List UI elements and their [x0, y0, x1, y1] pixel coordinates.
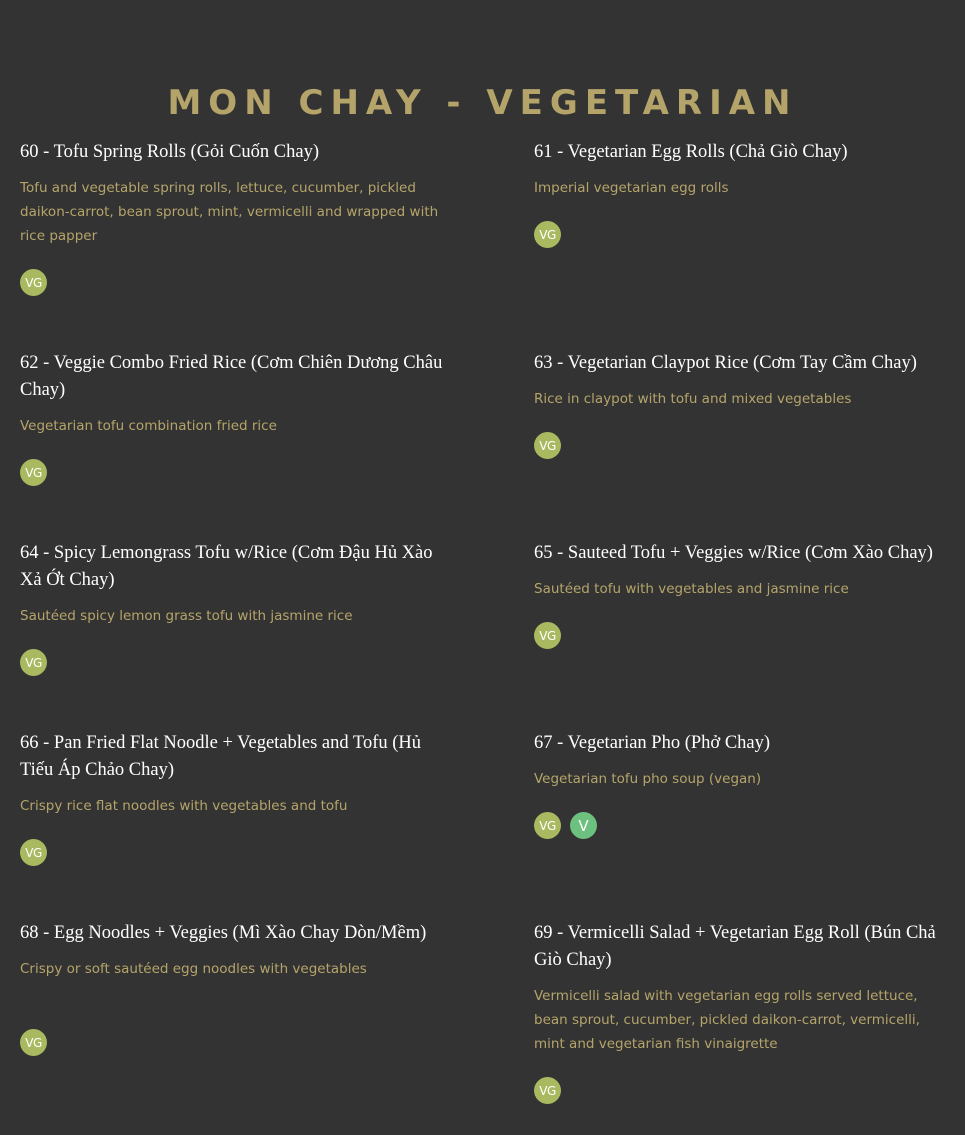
dietary-badges	[534, 221, 561, 248]
menu-item-description: Sautéed spicy lemon grass tofu with jasmine rice	[20, 608, 353, 624]
dietary-badges	[20, 1029, 47, 1056]
section-title: MON CHAY - VEGETARIAN	[167, 83, 798, 123]
menu-item	[534, 540, 965, 601]
vegetarian-badge-icon: VG	[20, 269, 47, 296]
menu-item-description: Imperial vegetarian egg rolls	[534, 180, 729, 196]
menu-item	[20, 350, 450, 438]
menu-item	[20, 540, 450, 628]
menu-item-description: Crispy rice flat noodles with vegetables and tofu	[20, 798, 348, 814]
menu-item	[534, 139, 964, 200]
menu-item	[534, 920, 965, 1056]
dietary-badges	[534, 622, 561, 649]
menu-item-description: Vermicelli salad with vegetarian egg rolls served lettuce, bean sprout, cucumber, pickled daikon-carrot, vermicelli, mint and vegetarian fish vinaigrette	[534, 988, 920, 1052]
dietary-badges	[534, 812, 597, 839]
vegetarian-badge-icon: VG	[20, 459, 47, 486]
vegetarian-badge-icon: VG	[534, 221, 561, 248]
menu-item-description: Sautéed tofu with vegetables and jasmine rice	[534, 581, 849, 597]
vegetarian-badge-icon: VG	[534, 812, 561, 839]
menu-item	[20, 920, 450, 981]
menu-item-description: Vegetarian tofu combination fried rice	[20, 418, 277, 434]
menu-item-description: Crispy or soft sautéed egg noodles with vegetables	[20, 961, 367, 977]
menu-item-name: 61 - Vegetarian Egg Rolls (Chả Giò Chay)	[534, 142, 848, 162]
menu-item	[534, 730, 964, 791]
menu-item-description: Vegetarian tofu pho soup (vegan)	[534, 771, 762, 787]
vegetarian-badge-icon: VG	[534, 622, 561, 649]
menu-item-name: 64 - Spicy Lemongrass Tofu w/Rice (Cơm Đậu Hủ Xào Xả Ớt Chay)	[20, 543, 433, 590]
menu-item-name: 66 - Pan Fried Flat Noodle + Vegetables and Tofu (Hủ Tiếu Áp Chảo Chay)	[20, 733, 422, 780]
vegetarian-badge-icon: VG	[534, 432, 561, 459]
dietary-badges	[534, 1077, 561, 1104]
dietary-badges	[20, 839, 47, 866]
vegetarian-badge-icon: VG	[20, 649, 47, 676]
menu-item-name: 69 - Vermicelli Salad + Vegetarian Egg Roll (Bún Chả Giò Chay)	[534, 923, 936, 970]
dietary-badges	[20, 269, 47, 296]
dietary-badges	[534, 432, 561, 459]
dietary-badges	[20, 649, 47, 676]
menu-item	[20, 139, 450, 248]
vegetarian-badge-icon: VG	[534, 1077, 561, 1104]
menu-item-name: 65 - Sauteed Tofu + Veggies w/Rice (Cơm Xào Chay)	[534, 543, 933, 563]
menu-item-name: 60 - Tofu Spring Rolls (Gỏi Cuốn Chay)	[20, 142, 319, 162]
menu-item-name: 63 - Vegetarian Claypot Rice (Cơm Tay Cầm Chay)	[534, 353, 917, 373]
menu-item	[20, 730, 450, 818]
menu-item-name: 62 - Veggie Combo Fried Rice (Cơm Chiên Dương Châu Chay)	[20, 353, 443, 400]
menu-item	[534, 350, 964, 411]
menu-item-description: Tofu and vegetable spring rolls, lettuce, cucumber, pickled daikon-carrot, bean sprout, mint, vermicelli and wrapped with rice papper	[20, 180, 439, 244]
menu-item-description: Rice in claypot with tofu and mixed vegetables	[534, 391, 852, 407]
menu-item-name: 68 - Egg Noodles + Veggies (Mì Xào Chay Dòn/Mềm)	[20, 923, 427, 943]
vegan-badge-icon: V	[570, 812, 597, 839]
vegetarian-badge-icon: VG	[20, 1029, 47, 1056]
vegetarian-badge-icon: VG	[20, 839, 47, 866]
menu-item-name: 67 - Vegetarian Pho (Phở Chay)	[534, 733, 771, 753]
dietary-badges	[20, 459, 47, 486]
